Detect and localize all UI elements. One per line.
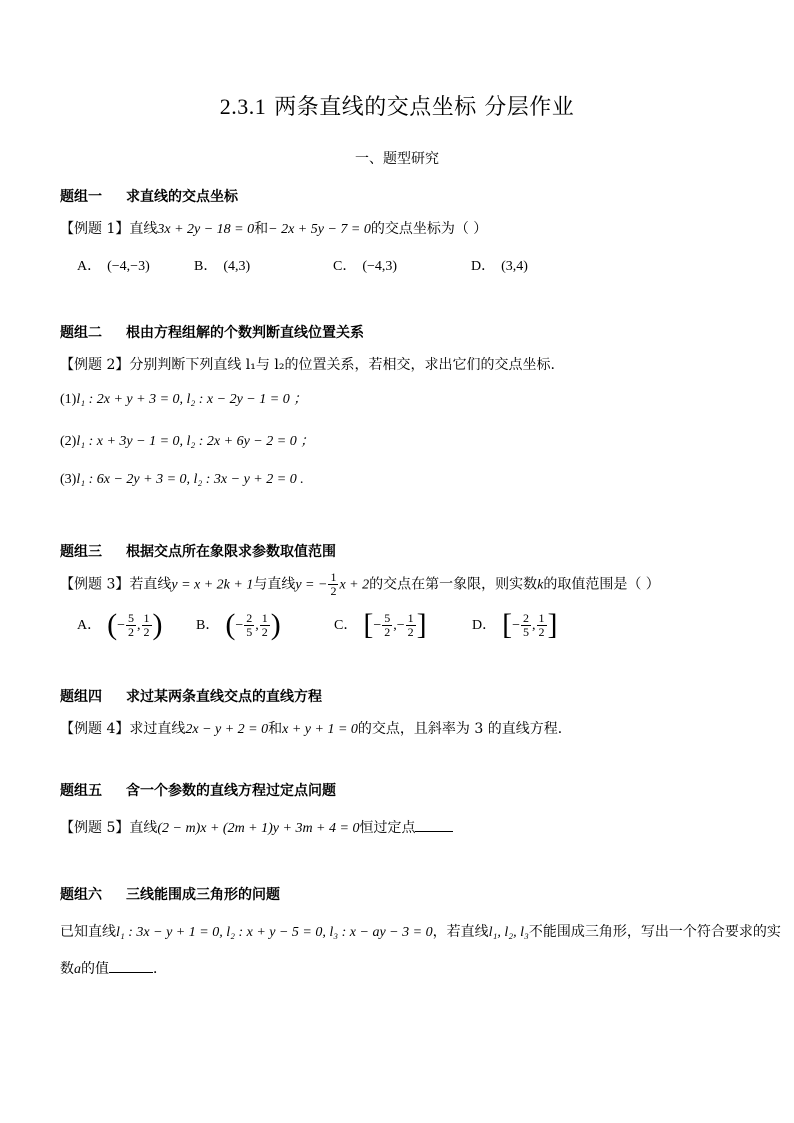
group-heading-1	[60, 186, 238, 206]
text-segment: 直线	[129, 221, 158, 237]
example-5-stem	[60, 817, 453, 837]
group-label: 题组一	[60, 189, 102, 205]
option-b[interactable]	[194, 255, 250, 275]
sign: −	[235, 618, 244, 633]
numerator: 5	[128, 610, 135, 625]
group-name: 根据交点所在象限求参数取值范围	[126, 544, 336, 560]
option-label: B．	[196, 618, 220, 633]
text-segment: 不能围成三角形，写出一个符合要求的实	[528, 924, 781, 940]
page-title	[0, 90, 794, 121]
text-segment: ，若直线	[432, 924, 489, 940]
example-tag: 【例题 2】	[60, 357, 130, 373]
group-name: 三线能围成三角形的问题	[126, 887, 280, 903]
comma: ,	[393, 618, 397, 633]
sign: −	[512, 618, 521, 633]
group-heading-4	[60, 686, 322, 706]
group-heading-6	[60, 884, 280, 904]
group-name: 求过某两条直线交点的直线方程	[126, 689, 322, 705]
text-segment: 的交点，且斜率为 3 的直线方程．	[357, 721, 572, 737]
denominator: 2	[384, 624, 391, 639]
group-name: 根由方程组解的个数判断直线位置关系	[126, 325, 364, 341]
fraction	[382, 612, 392, 639]
denominator: 5	[246, 624, 253, 639]
title-number: 2.3.1	[219, 94, 267, 119]
text-segment: 求过直线	[129, 721, 186, 737]
denominator: 2	[407, 624, 414, 639]
example-2-item-1	[60, 388, 307, 408]
option-value: (3,4)	[501, 259, 528, 274]
equation: x + 2	[339, 577, 370, 593]
option-label: D．	[471, 259, 496, 274]
text-segment: 的交点在第一象限，则实数	[369, 576, 538, 593]
option-a[interactable]	[77, 255, 150, 275]
denominator: 2	[143, 624, 150, 639]
sign: −	[373, 618, 382, 633]
text-segment: 的值	[81, 961, 109, 977]
numerator: 5	[384, 610, 391, 625]
text-segment: 已知直线	[60, 924, 116, 940]
group-heading-5	[60, 780, 336, 800]
option-d[interactable]	[472, 608, 558, 642]
example-3-stem	[60, 571, 660, 598]
text-segment: 若直线	[129, 576, 172, 593]
text-segment: ．	[153, 961, 167, 977]
text-segment: 和	[254, 221, 269, 237]
group-name: 求直线的交点坐标	[126, 189, 238, 205]
item-number: (3)	[60, 472, 77, 487]
numerator: 2	[246, 610, 253, 625]
text-segment: 分别判断下列直线 l₁与 l₂的位置关系，若相交，求出它们的交点坐标.	[129, 357, 555, 373]
example-tag: 【例题 3】	[60, 576, 130, 593]
numerator: 1	[330, 570, 337, 584]
fraction	[260, 612, 270, 639]
example-4-stem	[60, 718, 572, 738]
equation: l₁ : 2x + y + 3 = 0, l₂ : x − 2y − 1 = 0 ；	[76, 392, 308, 407]
example-tag: 【例题 1】	[60, 221, 130, 237]
group-label: 题组五	[60, 783, 102, 799]
answer-blank[interactable]	[109, 960, 153, 973]
equation: 2x − y + 2 = 0	[185, 722, 269, 737]
text-segment: 恒过定点	[359, 820, 416, 836]
equation: l₁ : x + 3y − 1 = 0, l₂ : 2x + 6y − 2 = 0 ；	[76, 434, 315, 449]
option-value: (−4,−3)	[107, 259, 150, 274]
text-segment: 的取值范围是（ ）	[543, 576, 660, 593]
equation: y = −	[295, 577, 328, 593]
item-number: (1)	[60, 392, 77, 407]
bracket: ]	[547, 608, 558, 641]
text-segment: 直线	[129, 820, 158, 836]
text-segment: 数	[60, 961, 74, 977]
equation: − 2x + 5y − 7 = 0	[268, 222, 371, 237]
group-label: 题组四	[60, 689, 102, 705]
example-6-line-1	[60, 921, 781, 941]
group-name: 含一个参数的直线方程过定点问题	[126, 783, 336, 799]
answer-blank[interactable]	[415, 819, 453, 832]
example-tag: 【例题 4】	[60, 721, 130, 737]
fraction	[126, 612, 136, 639]
group-heading-3	[60, 541, 336, 561]
example-1-stem	[60, 218, 487, 238]
text-segment: 与直线	[253, 576, 296, 593]
option-c[interactable]	[333, 255, 397, 275]
variable: a	[74, 962, 81, 977]
option-d[interactable]	[471, 255, 528, 275]
bracket: )	[270, 608, 281, 641]
example-2-stem	[60, 354, 555, 374]
denominator: 2	[128, 624, 135, 639]
sign: −	[117, 618, 126, 633]
equation: l₁ : 6x − 2y + 3 = 0, l₂ : 3x − y + 2 = 0 .	[76, 472, 304, 487]
numerator: 2	[523, 610, 530, 625]
bracket: [	[363, 608, 374, 641]
group-label: 题组六	[60, 887, 102, 903]
option-c[interactable]	[334, 608, 427, 642]
sign: −	[396, 618, 405, 633]
bracket: (	[107, 608, 118, 641]
option-value: (−4,3)	[362, 259, 398, 274]
option-b[interactable]	[196, 608, 281, 642]
equation: l₁, l₂, l₃	[488, 925, 529, 940]
numerator: 1	[261, 610, 268, 625]
equation: 3x + 2y − 18 = 0	[157, 222, 255, 237]
fraction	[521, 612, 531, 639]
example-2-item-2	[60, 430, 314, 450]
denominator: 2	[261, 624, 268, 639]
equation: x + y + 1 = 0	[282, 722, 358, 737]
section-heading: 一、题型研究	[355, 151, 439, 167]
numerator: 1	[143, 610, 150, 625]
denominator: 5	[523, 624, 530, 639]
comma: ,	[532, 618, 536, 633]
variable: k	[537, 577, 544, 593]
option-label: C．	[334, 618, 358, 633]
option-label: C．	[333, 259, 357, 274]
group-heading-2	[60, 322, 364, 342]
fraction	[537, 612, 547, 639]
option-label: D．	[472, 618, 497, 633]
fraction	[328, 571, 338, 598]
option-a[interactable]	[77, 608, 163, 642]
fraction	[406, 612, 416, 639]
numerator: 1	[407, 610, 414, 625]
comma: ,	[255, 618, 259, 633]
bracket: )	[152, 608, 163, 641]
bracket: ]	[416, 608, 427, 641]
example-tag: 【例题 5】	[60, 820, 130, 836]
numerator: 1	[538, 610, 545, 625]
text-segment: 和	[268, 721, 283, 737]
group-label: 题组二	[60, 325, 102, 341]
comma: ,	[137, 618, 141, 633]
example-2-item-3	[60, 472, 304, 488]
denominator: 2	[330, 584, 337, 598]
denominator: 2	[538, 624, 545, 639]
option-label: A．	[77, 259, 102, 274]
fraction	[142, 612, 152, 639]
bracket: (	[225, 608, 236, 641]
option-label: A．	[77, 618, 102, 633]
equation: y = x + 2k + 1	[171, 577, 254, 593]
bracket: [	[502, 608, 513, 641]
equation: l₁ : 3x − y + 1 = 0, l₂ : x + y − 5 = 0, l₃ : x − ay − 3 = 0	[116, 925, 433, 940]
group-label: 题组三	[60, 544, 102, 560]
example-6-line-2	[60, 958, 167, 978]
fraction	[244, 612, 254, 639]
item-number: (2)	[60, 434, 77, 449]
option-label: B．	[194, 259, 218, 274]
equation: (2 − m)x + (2m + 1)y + 3m + 4 = 0	[157, 821, 360, 836]
text-segment: 的交点坐标为（ ）	[370, 221, 488, 237]
title-text: 两条直线的交点坐标 分层作业	[274, 95, 575, 120]
option-value: (4,3)	[223, 259, 251, 274]
